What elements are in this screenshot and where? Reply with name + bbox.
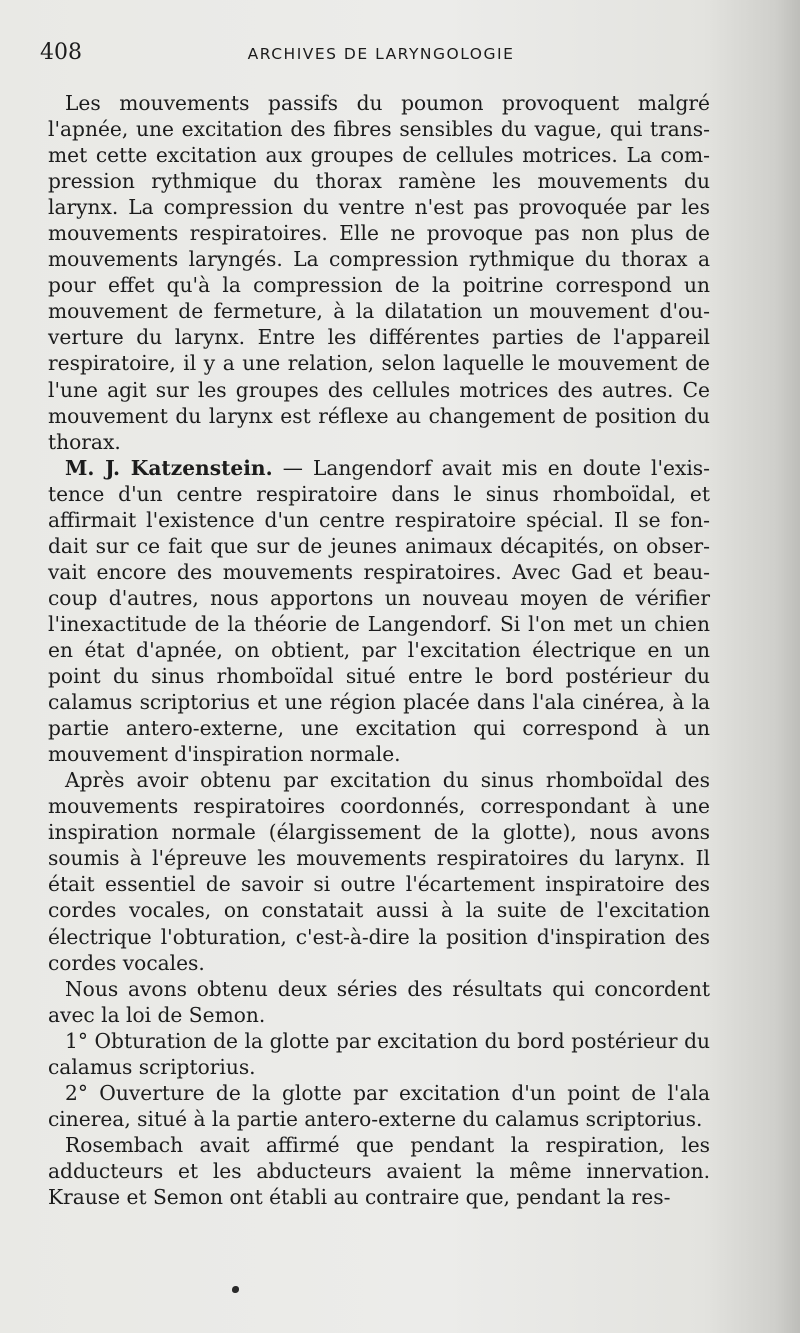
body-text (48, 90, 710, 1210)
paragraph: Rosembach avait affirmé que pendant la respiration, les adducteurs et les abducteurs avaient la même innervation. Krause et Semon ont établi au contraire que, pendant la res- (48, 1132, 710, 1209)
list-item: 2° Ouverture de la glotte par excitation d'un point de l'ala cinerea, situé à la partie antero-externe du calamus scriptorius. (48, 1080, 710, 1131)
paragraph: Nous avons obtenu deux séries des résultats qui concordent avec la loi de Semon. (48, 976, 710, 1027)
paragraph-katzenstein (48, 455, 710, 768)
page-number: 408 (40, 40, 82, 65)
running-head: ARCHIVES DE LARYNGOLOGIE (247, 45, 515, 63)
paragraph: Après avoir obtenu par excitation du sinus rhomboïdal des mouvements respiratoires coordonnés, correspondant à une inspiration normale (élargissement de la glotte), nous avons soumis à l'épreuve les mouvements respiratoires du larynx. Il était essentiel de savoir si outre l'écartement inspiratoire des cordes vocales, on constatait aussi à la suite de l'excitation électrique l'obturation, c'est-à-dire la position d'inspiration des cordes vocales. (48, 768, 710, 975)
ink-mark (232, 1286, 239, 1293)
list-item: 1° Obturation de la glotte par excitation du bord postérieur du calamus scriptorius. (48, 1028, 710, 1079)
paragraph: Les mouvements passifs du poumon provoquent malgré l'apnée, une excitation des fibres sensibles du vague, qui transmet cette excitation aux groupes de cellules motrices. La compression rythmique du thorax ramène les mouvements du larynx. La compression du ventre n'est pas provoquée par les mouvements respiratoires. Elle ne provoque pas non plus de mouvements laryngés. La compression rythmique du thorax a pour effet qu'à la compression de la poitrine correspond un mouvement de fermeture, à la dilatation un mouvement d'ouverture du larynx. Entre les différentes parties de l'appareil respiratoire, il y a une relation, selon laquelle le mouvement de l'une agit sur les groupes des cellules motrices des autres. Ce mouvement du larynx est réflexe au changement de position du thorax. (48, 91, 710, 454)
page-header (40, 40, 722, 70)
speaker-name: M. J. Katzenstein. (65, 455, 273, 480)
paragraph-text: — Langendorf avait mis en doute l'existence d'un centre respiratoire dans le sinus rhomboïdal, et affirmait l'existence d'un centre respiratoire spécial. Il se fondait sur ce fait que sur de jeunes animaux décapités, on observait encore des mouvements respiratoires. Avec Gad et beaucoup d'autres, nous apportons un nouveau moyen de vérifier l'inexactitude de la théorie de Langendorf. Si l'on met un chien en état d'apnée, on obtient, par l'excitation électrique en un point du sinus rhomboïdal situé entre le bord postérieur du calamus scriptorius et une région placée dans l'ala cinérea, à la partie antero-externe, une excitation qui correspond à un mouvement d'inspiration normale. (48, 455, 710, 767)
